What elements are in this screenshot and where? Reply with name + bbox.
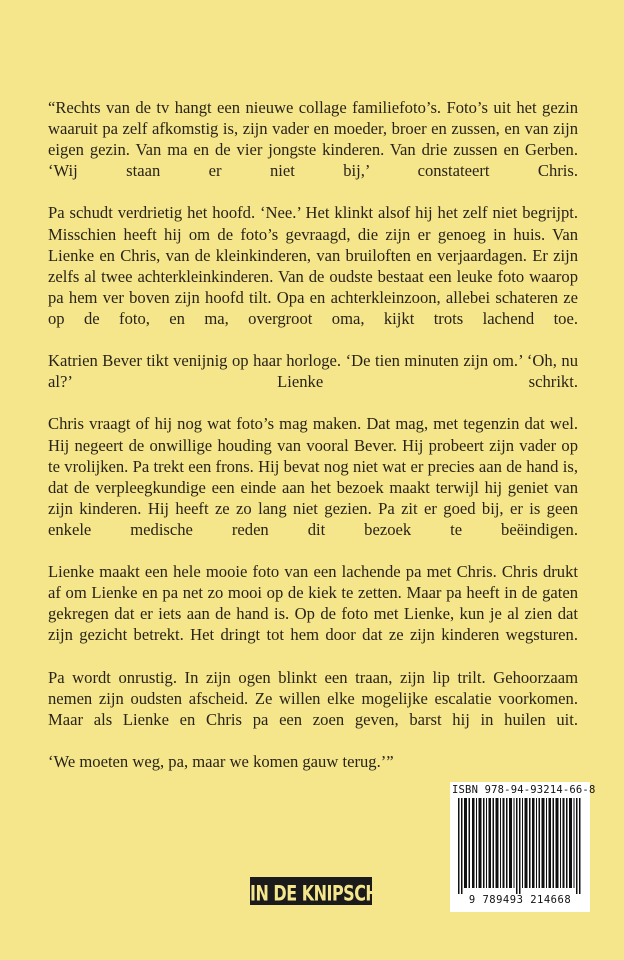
isbn-label: ISBN 978-94-93214-66-8 xyxy=(452,784,596,796)
barcode-icon xyxy=(456,798,584,894)
paragraph-1: “Rechts van de tv hangt een nieuwe collage familiefoto’s. Foto’s uit het gezin waaruit pa zelf afkomstig is, zijn vader en moeder, broer en zussen, en van zijn eigen gezin. Van ma en de vier jongste kinderen. Van drie zussen en Gerben. ‘Wij staan er niet bij,’ constateert Chris. xyxy=(48,98,578,181)
blurb-text xyxy=(48,97,578,772)
paragraph-2: Pa schudt verdrietig het hoofd. ‘Nee.’ Het klinkt alsof hij het zelf niet begrijpt. Misschien heeft hij om de foto’s gevraagd, die zijn er genoeg in huis. Van Lienke en Chris, van de kleinkinderen, van bruiloften en verjaardagen. Er zijn zelfs al twee achterkleinkinderen. Van de oudste bestaat een leuke foto waarop pa hem ver boven zijn hoofd tilt. Opa en achterkleinzoon, allebei schateren ze op de foto, en ma, overgroot oma, kijkt trots lachend toe. xyxy=(48,203,578,328)
publisher-logo xyxy=(250,877,411,906)
paragraph-5: Lienke maakt een hele mooie foto van een lachende pa met Chris. Chris drukt af om Lienke en pa net zo mooi op de kiek te zetten. Maar pa heeft in de gaten gekregen dat er iets aan de hand is. Op de foto met Lienke, kun je al zien dat zijn gezicht betrekt. Het dringt tot hem door dat ze zijn kinderen wegsturen. xyxy=(48,562,578,645)
paragraph-4: Chris vraagt of hij nog wat foto’s mag maken. Dat mag, met tegenzin dat wel. Hij negeert de onwillige houding van vooral Bever. Hij probeert zijn vader op te vrolijken. Pa trekt een frons. Hij bevat nog niet wat er precies aan de hand is, dat de verpleegkundige een einde aan het bezoek maakt terwijl hij geniet van zijn kinderen. Hij heeft ze zo lang niet gezien. Pa zit er goed bij, er is geen enkele medische reden dit bezoek te beëindigen. xyxy=(48,414,578,539)
paragraph-6: Pa wordt onrustig. In zijn ogen blinkt een traan, zijn lip trilt. Gehoorzaam nemen zijn oudsten afscheid. Ze willen elke mogelijke escalatie voorkomen. Maar als Lienke en Chris pa een zoen geven, barst hij in huilen uit. xyxy=(48,667,578,729)
isbn-barcode-block xyxy=(450,782,596,912)
paragraph-7: ‘We moeten weg, pa, maar we komen gauw terug.’” xyxy=(48,751,394,771)
paragraph-3: Katrien Bever tikt venijnig op haar horloge. ‘De tien minuten zijn om.’ ‘Oh, nu al?’ Lienke schrikt. xyxy=(48,351,578,392)
publisher-name: IN DE KNIPSCHEER xyxy=(250,880,411,906)
barcode-digits: 9 789493 214668 xyxy=(468,894,572,906)
